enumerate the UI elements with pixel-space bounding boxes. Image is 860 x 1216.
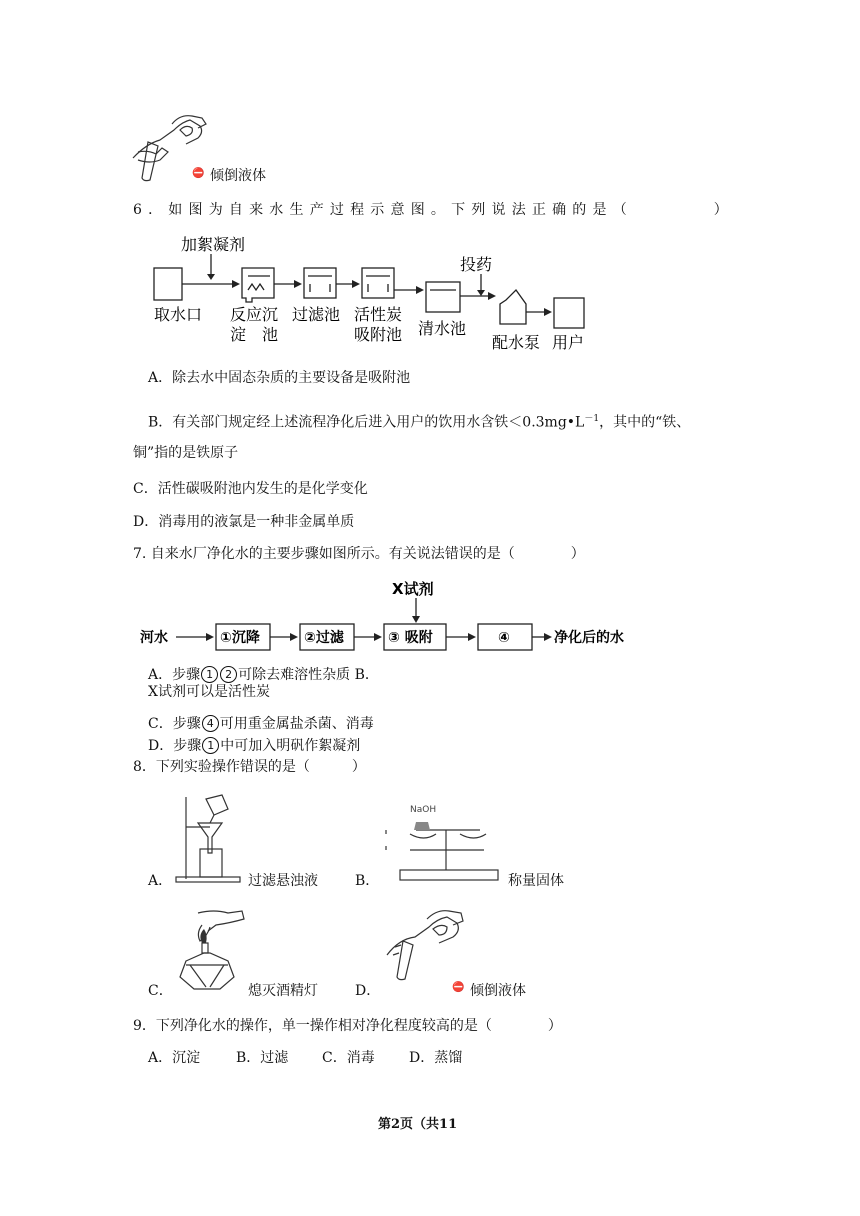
balance-image <box>380 800 500 885</box>
q7-step2-label: ②过滤 <box>304 630 344 646</box>
q7-step3-label: ③ 吸附 <box>388 630 433 646</box>
q8-stem: 8．下列实验操作错误的是（ ） <box>133 759 366 775</box>
q9-stem: 9．下列净化水的操作，单一操作相对净化程度较高的是（ ） <box>133 1018 562 1034</box>
q8-label-b: B． <box>355 873 380 889</box>
q6-carbon-label-2: 吸附池 <box>354 325 403 344</box>
q6-user-label: 用户 <box>552 333 585 352</box>
q6-filter-label: 过滤池 <box>292 305 341 324</box>
naoh-label: NaOH <box>410 805 437 815</box>
q7-result-label: 净化后的水 <box>554 630 624 646</box>
alcohol-lamp-image <box>170 905 250 995</box>
q7-option-a: A．步骤 1 2 可除去难溶性杂质 B． <box>148 667 379 683</box>
q6-reaction-label-1: 反应沉 <box>230 305 279 324</box>
clear-tank <box>426 282 460 312</box>
filtration-image <box>172 793 242 885</box>
pour-warning-icon-d: ⛔ <box>452 982 465 993</box>
q6-flow-diagram <box>148 228 598 358</box>
q6-option-c: C．活性碳吸附池内发生的是化学变化 <box>133 481 368 497</box>
q9-option-b: B．过滤 <box>236 1050 289 1066</box>
q7-option-d: D．步骤 1 中可加入明矾作絮凝剂 <box>148 738 361 754</box>
q6-stem: 6．如图为自来水生产过程示意图。下列说法正确的是（ ） <box>133 202 734 218</box>
q8-caption-d: 倾倒液体 <box>470 983 526 999</box>
carbon-tank <box>362 268 394 298</box>
q6-pump-label: 配水泵 <box>492 333 541 352</box>
q9-option-c: C．消毒 <box>322 1050 375 1066</box>
q6-option-b-line2: 铜”指的是铁原子 <box>133 445 239 461</box>
q6-option-d: D．消毒用的液氯是一种非金属单质 <box>133 514 355 530</box>
q6-option-b-line1: B．有关部门规定经上述流程净化后进入用户的饮用水含铁$<0.3mg•L^{-1}$，其中的“铁、 <box>148 414 691 431</box>
q7-flow-diagram <box>136 576 636 656</box>
q8-label-d: D． <box>355 983 381 999</box>
q8-label-a: A． <box>148 873 173 889</box>
q8-caption-c: 熄灭酒精灯 <box>248 983 318 999</box>
intake-box <box>154 268 182 300</box>
pump-box <box>500 290 526 324</box>
q6-intake-label: 取水口 <box>154 305 203 324</box>
top-image-caption: 倾倒液体 <box>210 168 266 184</box>
q7-reagent-label: X试剂 <box>392 580 434 598</box>
filter-tank <box>304 268 336 298</box>
q9-option-d: D．蒸馏 <box>409 1050 463 1066</box>
q8-caption-b: 称量固体 <box>508 873 564 889</box>
page-number: 第2页（共11 <box>378 1117 458 1132</box>
q7-step4-label: ④ <box>498 630 510 646</box>
pouring-liquid-image-d <box>377 905 467 985</box>
q6-option-a: A．除去水中固态杂质的主要设备是吸附池 <box>148 370 411 386</box>
q7-step1-label: ①沉降 <box>220 630 260 646</box>
q6-carbon-label-1: 活性炭 <box>354 305 403 324</box>
q7-river-label: 河水 <box>140 630 168 646</box>
q9-option-a: A．沉淀 <box>148 1050 201 1066</box>
q7-stem: 7. 自来水厂净化水的主要步骤如图所示。有关说法错误的是（ ） <box>133 546 585 562</box>
q7-option-b: X试剂可以是活性炭 <box>148 684 270 700</box>
q6-dosing-label: 投药 <box>460 255 493 274</box>
q8-label-c: C． <box>148 983 173 999</box>
q6-clear-label: 清水池 <box>418 319 467 338</box>
user-box <box>554 298 584 328</box>
q8-caption-a: 过滤悬浊液 <box>248 873 318 889</box>
pour-warning-icon: ⛔ <box>192 168 205 179</box>
reaction-tank <box>242 268 274 302</box>
q6-coagulant-label: 加絮凝剂 <box>181 235 246 254</box>
q7-option-c: C．步骤 4 可用重金属盐杀菌、消毒 <box>148 716 374 732</box>
q6-reaction-label-2: 淀 池 <box>230 325 279 344</box>
